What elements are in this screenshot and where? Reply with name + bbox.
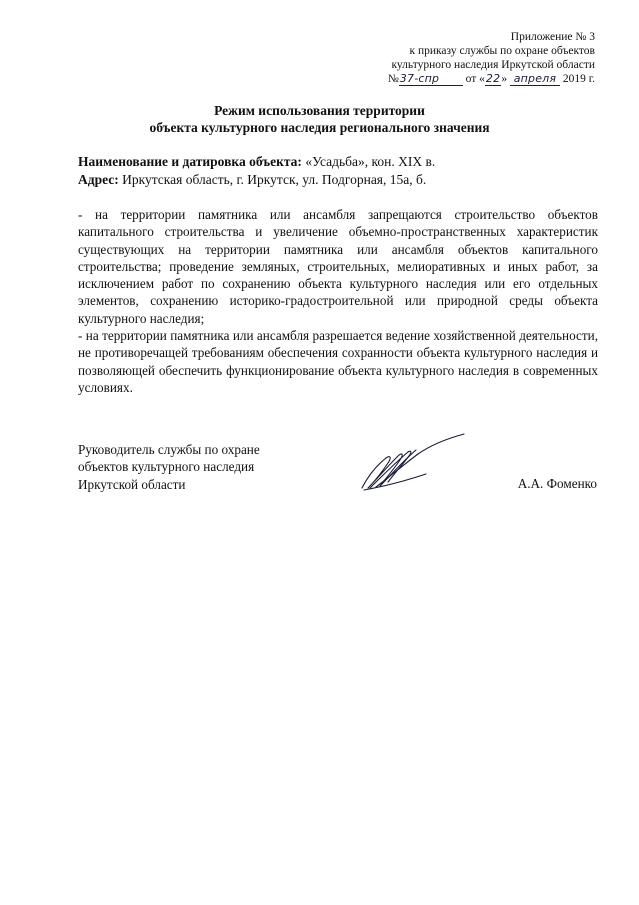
title-line-2: объекта культурного наследия регионального значения — [149, 120, 490, 135]
object-info — [78, 153, 598, 189]
order-day-handwritten: 22 — [485, 72, 501, 85]
appendix-number: Приложение № 3 — [510, 31, 595, 43]
object-name-label: Наименование и датировка объекта: — [78, 154, 302, 169]
order-date-prefix: от « — [465, 73, 485, 85]
rule-permitted: - на территории памятника или ансамбля разрешается ведение хозяйственной деятельности, не противоречащей требованиям обеспечения сохранности объекта культурного наследия и позволяющей обеспечить функционирование объекта культурного наследия в современных условиях. — [78, 328, 598, 395]
rule-prohibited: - на территории памятника или ансамбля запрещаются строительство объектов капитального строительства и увеличение объемно-пространственных характеристик существующих на территории памятника или ансамбля объектов капитального строительства; проведение земляных, строительных, мелиоративных и иных работ, за исключением работ по сохранению объекта культурного наследия или его отдельных элементов, сохранению историко-градостроительной или природной среды объекта культурного наследия; — [78, 207, 598, 326]
handwritten-signature — [356, 430, 472, 494]
order-number-handwritten: 37-спр — [399, 72, 440, 85]
order-number-prefix: № — [387, 73, 399, 85]
object-name-row — [78, 153, 598, 171]
signer-position-line-2: объектов культурного наследия — [78, 459, 255, 475]
object-address-label: Адрес: — [78, 172, 119, 187]
signer-position-line-1: Руководитель службы по охране — [78, 442, 260, 457]
document-title — [0, 102, 639, 136]
appendix-order-ref: к приказу службы по охране объектов — [409, 45, 595, 57]
signer-position — [78, 441, 338, 493]
regime-rules — [78, 206, 598, 396]
order-date-sep: » — [501, 73, 508, 85]
order-month-handwritten: апреля — [513, 72, 557, 85]
object-address-row — [78, 171, 598, 189]
object-address-value: Иркутская область, г. Иркутск, ул. Подгорная, 15а, б. — [122, 172, 427, 187]
appendix-header — [295, 30, 595, 86]
order-year: 2019 г. — [562, 73, 595, 85]
object-name-value: «Усадьба», кон. XIX в. — [305, 154, 436, 169]
appendix-authority: культурного наследия Иркутской области — [391, 59, 595, 71]
title-line-1: Режим использования территории — [214, 103, 425, 118]
appendix-order-number-date — [295, 72, 595, 86]
signer-position-line-3: Иркутской области — [78, 476, 186, 492]
signer-name: А.А. Фоменко — [517, 476, 597, 491]
